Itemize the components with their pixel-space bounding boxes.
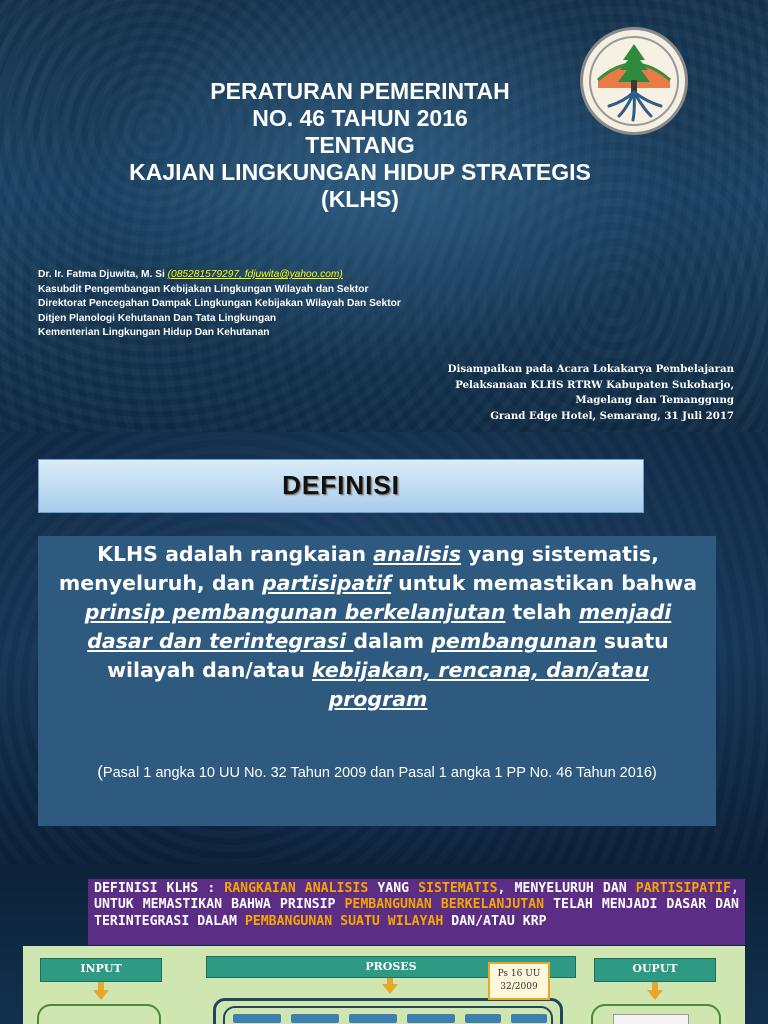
proses-arrow-icon xyxy=(382,984,398,994)
definition-emphasis: prinsip pembangunan berkelanjutan xyxy=(84,600,506,624)
title-slide xyxy=(0,0,768,432)
input-arrow-icon xyxy=(93,990,109,1000)
title-line: (KLHS) xyxy=(321,186,399,212)
title-line: TENTANG xyxy=(305,132,415,158)
definition-slide xyxy=(0,432,768,864)
tree-roots-logo-icon xyxy=(580,27,688,135)
definition-segment: dalam xyxy=(353,629,432,653)
process-step xyxy=(511,1014,547,1023)
process-step xyxy=(349,1014,397,1023)
banner-highlight: PEMBANGUNAN SUATU WILAYAH xyxy=(244,913,444,929)
banner-text: DEFINISI KLHS : xyxy=(94,881,225,896)
banner-text: , MENYELURUH DAN xyxy=(497,881,636,896)
reference-paren: ( xyxy=(97,762,103,781)
process-step xyxy=(291,1014,339,1023)
author-affiliation-line: Ditjen Planologi Kehutanan Dan Tata Lingkungan xyxy=(38,312,277,324)
author-affiliation-line: Kasubdit Pengembangan Kebijakan Lingkungan Wilayah dan Sektor xyxy=(38,283,369,295)
definition-segment: yang sistematis, menyeluruh, dan xyxy=(58,542,659,595)
proses-label: PROSES xyxy=(365,960,417,973)
output-arrow-stem xyxy=(652,982,658,990)
input-arrow-stem xyxy=(98,982,104,990)
definition-segment: untuk memastikan bahwa xyxy=(391,571,698,595)
output-box xyxy=(594,958,716,982)
input-box xyxy=(40,958,162,982)
title-line: NO. 46 TAHUN 2016 xyxy=(252,105,468,131)
author-affiliation-line: Direktorat Pencegahan Dampak Lingkungan Kebijakan Wilayah Dan Sektor xyxy=(38,298,401,310)
definition-box xyxy=(38,536,716,826)
presentation-title xyxy=(60,78,660,213)
definition-heading: DEFINISI xyxy=(282,470,400,500)
banner-text: TELAH MENJADI DASAR DAN TERINTEGRASI DALAM xyxy=(94,897,739,929)
process-step xyxy=(233,1014,281,1023)
banner-highlight: PEMBANGUNAN BERKELANJUTAN xyxy=(344,897,545,913)
input-label: INPUT xyxy=(80,962,122,975)
definition-emphasis: analisis xyxy=(373,542,462,566)
event-line: Magelang dan Temanggung xyxy=(575,394,734,407)
klhs-definition-banner xyxy=(88,879,745,945)
author-contact-link[interactable]: (085281579297, fdjuwita@yahoo.com) xyxy=(167,269,343,280)
banner-highlight: RANGKAIAN ANALISIS xyxy=(224,881,369,896)
reference-text: Pasal 1 angka 10 UU No. 32 Tahun 2009 dan Pasal 1 angka 1 PP No. 46 Tahun 2016) xyxy=(102,765,657,781)
banner-highlight: PARTISIPATIF xyxy=(635,881,732,896)
diagram-slide xyxy=(0,864,768,1024)
author-name: Dr. Ir. Fatma Djuwita, M. Si xyxy=(38,269,165,280)
definition-segment: suatu wilayah dan/atau xyxy=(107,629,669,682)
author-name-line xyxy=(38,268,401,283)
logo-graphic xyxy=(583,30,685,132)
definition-text xyxy=(56,540,700,714)
output-label: OUPUT xyxy=(632,962,678,975)
legal-basis-line: 32/2009 xyxy=(500,982,538,992)
definition-segment: telah xyxy=(505,600,579,624)
banner-text: , UNTUK MEMASTIKAN BAHWA PRINSIP xyxy=(94,881,739,913)
process-diagram xyxy=(23,946,745,1024)
title-line: PERATURAN PEMERINTAH xyxy=(210,78,510,104)
author-block xyxy=(38,268,401,341)
legal-reference xyxy=(48,762,706,782)
definition-segment: KLHS adalah rangkaian xyxy=(97,542,374,566)
output-arrow-icon xyxy=(647,990,663,1000)
process-step xyxy=(465,1014,501,1023)
title-line: KAJIAN LINGKUNGAN HIDUP STRATEGIS xyxy=(129,159,591,185)
event-line: Grand Edge Hotel, Semarang, 31 Juli 2017 xyxy=(490,409,734,422)
process-step xyxy=(407,1014,455,1023)
event-line: Pelaksanaan KLHS RTRW Kabupaten Sukoharjo, xyxy=(455,378,734,391)
legal-basis-line: Ps 16 UU xyxy=(497,969,541,979)
definition-emphasis: partisipatif xyxy=(262,571,392,595)
banner-text: DAN/ATAU KRP xyxy=(443,913,547,929)
definition-emphasis: pembangunan xyxy=(431,629,597,653)
document-icon xyxy=(613,1014,689,1024)
definition-emphasis: kebijakan, rencana, dan/atau program xyxy=(311,658,649,711)
event-line: Disampaikan pada Acara Lokakarya Pembelajaran xyxy=(447,363,734,375)
author-affiliation-line: Kementerian Lingkungan Hidup Dan Kehutanan xyxy=(38,327,270,339)
legal-basis-box xyxy=(488,962,550,1000)
event-info xyxy=(448,362,734,424)
definition-emphasis: menjadi dasar dan terintegrasi xyxy=(87,600,672,653)
banner-text: YANG xyxy=(368,881,419,896)
input-panel xyxy=(37,1004,161,1024)
definition-heading-box xyxy=(38,459,644,513)
banner-highlight: SISTEMATIS xyxy=(418,881,498,896)
